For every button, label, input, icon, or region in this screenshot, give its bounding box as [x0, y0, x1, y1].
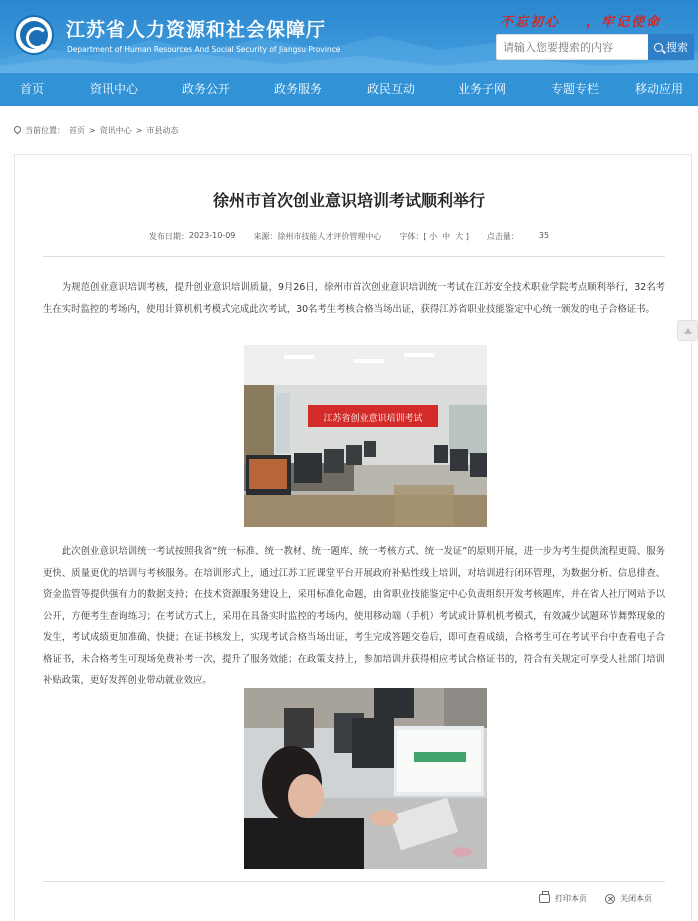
printer-icon — [539, 894, 550, 903]
breadcrumb-prefix: 当前位置： — [25, 126, 65, 135]
font-size-label: 字体： — [399, 232, 424, 241]
close-page-button[interactable] — [605, 893, 652, 904]
breadcrumb-item-news[interactable]: 资讯中心 — [99, 126, 132, 135]
meta-divider — [43, 256, 665, 257]
nav-item-news[interactable]: 资讯中心 — [89, 82, 138, 96]
footer-divider — [43, 881, 665, 882]
date-label: 发布日期： — [148, 232, 189, 241]
article-photo-student — [244, 688, 487, 869]
article-title: 徐州市首次创业意识培训考试顺利举行 — [212, 191, 485, 210]
font-size-options[interactable]: [ 小 中 大 ] — [423, 232, 469, 241]
classroom-banner-text: 江苏省创业意识培训考试 — [323, 414, 423, 424]
back-to-top-button[interactable] — [677, 320, 698, 341]
source-label: 来源： — [253, 232, 278, 241]
close-icon — [605, 894, 615, 904]
print-label: 打印本页 — [555, 894, 587, 903]
search-input[interactable] — [496, 34, 648, 60]
search-button-label: 搜索 — [666, 42, 688, 54]
close-label: 关闭本页 — [620, 894, 652, 903]
breadcrumb — [14, 125, 178, 136]
site-title: 江苏省人力资源和社会保障厅 — [66, 19, 327, 41]
nav-item-topics[interactable]: 专题专栏 — [550, 82, 599, 96]
breadcrumb-item-home[interactable]: 首页 — [69, 126, 85, 135]
slogan: 不忘初心 ，牢记使命 — [500, 15, 662, 30]
site-logo[interactable] — [14, 15, 54, 55]
view-count: 35 — [538, 231, 550, 240]
article-paragraph-1: 为规范创业意识培训考核，提升创业意识培训质量，9月26日，徐州市首次创业意识培训统一考试在江苏安全技术职业学院考点顺利举行，32名考生在实时监控的考场内，使用计算机机考模式完成此次考试，30名考生考核合格当场出证，获得江苏省职业技能鉴定中心统一颁发的电子合格证书。 — [43, 282, 665, 315]
article-source: 徐州市技能人才评价管理中心 — [277, 232, 382, 241]
print-button[interactable] — [539, 893, 587, 904]
nav-item-gov-open[interactable]: 政务公开 — [181, 82, 230, 96]
breadcrumb-separator: > — [89, 126, 96, 135]
site-header — [0, 0, 698, 73]
search-button[interactable] — [648, 34, 694, 60]
article-meta — [0, 231, 698, 242]
article-paragraph-2: 此次创业意识培训统一考试按照我省“统一标准、统一教材、统一题库、统一考核方式、统一发证”的原则开展，进一步为考生提供流程更简、服务更快、质量更优的培训与考核服务。在培训形式上，通过江苏工匠课堂平台开展政府补贴性线上培训，对培训进行闭环管理，为数据分析、信息排查、资金监管等提供强有力的数据支持；在技术资源服务建设上，采用标准化命题，由省职业技能鉴定中心负责组织开发考核题库，并在省人社厅网站予以公开，方便考生查询练习；在考试方式上，采用在具备实时监控的考场内，使用移动端（手机）考试或计算机机考模式，有效减少试题环节舞弊现象的发生，考试成绩更加准确、快捷；在证书核发上，实现考试合格当场出证，考生完成答题交卷后，即可查看成绩，合格考生可在考试平台中查看电子合格证书，未合格考生可现场免费补考一次，提升了服务效能；在政策支持上，参加培训并获得相应考试合格证书的，符合有关规定可享受人社部门培训补贴政策，更好发挥创业带动就业效应。 — [43, 546, 665, 686]
nav-item-business[interactable]: 业务子网 — [457, 82, 506, 96]
search-icon — [654, 43, 663, 52]
nav-item-interaction[interactable]: 政民互动 — [366, 82, 415, 96]
article-photo-classroom — [244, 345, 487, 527]
arrow-up-icon — [684, 328, 692, 334]
location-pin-icon — [14, 126, 21, 135]
site-subtitle: Department of Human Resources And Social Security of Jiangsu Province — [67, 45, 341, 54]
nav-item-mobile[interactable]: 移动应用 — [634, 82, 683, 96]
views-label: 点击量： — [486, 232, 519, 241]
nav-item-home[interactable]: 首页 — [19, 82, 44, 96]
breadcrumb-item-city[interactable]: 市县动态 — [146, 126, 179, 135]
breadcrumb-separator: > — [135, 126, 143, 135]
publish-date: 2023-10-09 — [188, 231, 236, 240]
nav-item-gov-service[interactable]: 政务服务 — [273, 82, 322, 96]
main-nav — [0, 73, 698, 106]
